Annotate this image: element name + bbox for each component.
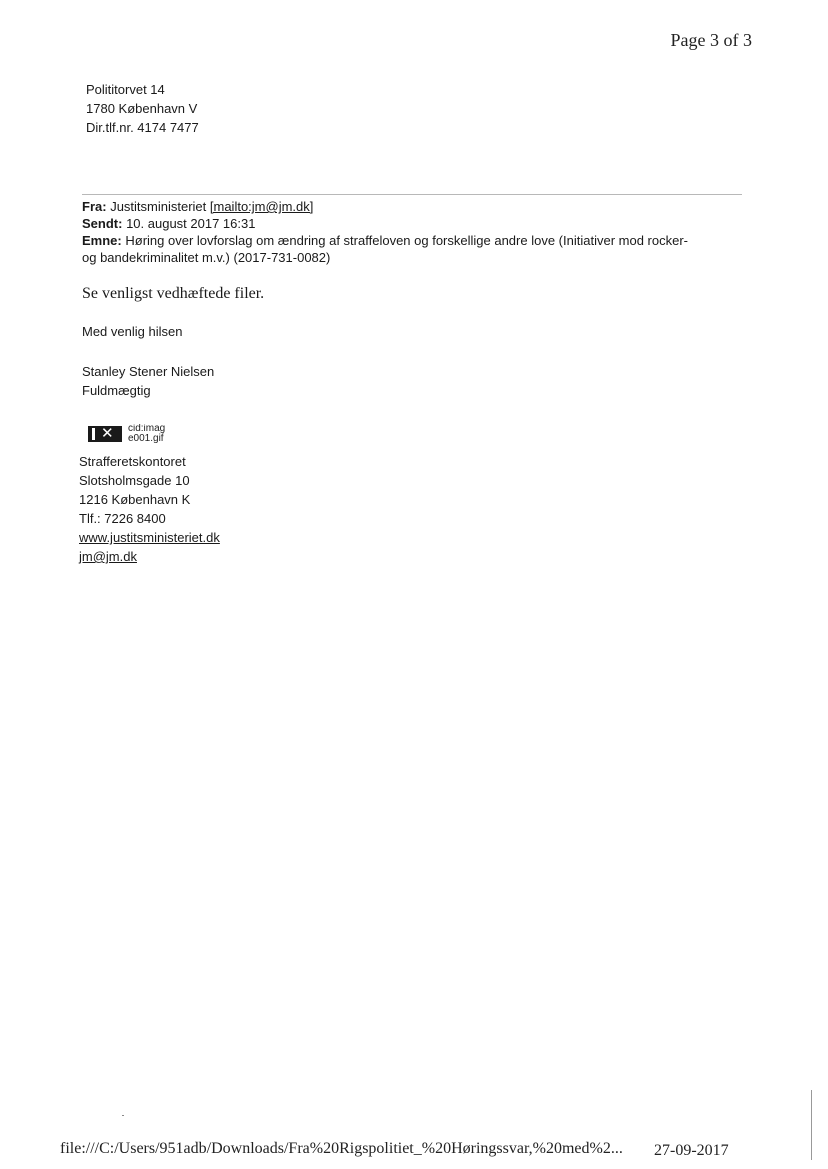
- sent-label: Sendt:: [82, 216, 123, 231]
- office-website-link[interactable]: www.justitsministeriet.dk: [79, 530, 220, 545]
- scan-edge-line: [811, 1090, 812, 1160]
- from-line: [82, 198, 688, 215]
- scan-speck: [122, 1115, 124, 1116]
- sender-phone: Dir.tlf.nr. 4174 7477: [86, 120, 199, 135]
- footer-date: 27-09-2017: [654, 1142, 729, 1159]
- sender-city: 1780 København V: [86, 101, 198, 116]
- signer-title: Fuldmægtig: [82, 383, 151, 398]
- subject-text-2: og bandekriminalitet m.v.) (2017-731-0082): [82, 250, 331, 265]
- broken-image-icon: ✕: [88, 426, 122, 442]
- greeting: Med venlig hilsen: [82, 324, 183, 339]
- sent-value: 10. august 2017 16:31: [126, 216, 256, 231]
- email-header: [82, 198, 688, 266]
- footer-file-path: file:///C:/Users/951adb/Downloads/Fra%20Rigspolitiet_%20Høringssvar,%20med%2...: [60, 1140, 623, 1157]
- office-block: [79, 452, 220, 566]
- office-city: 1216 København K: [79, 492, 191, 507]
- header-divider: [82, 194, 742, 195]
- subject-text-1: Høring over lovforslag om ændring af straffeloven og forskellige andre love (Initiativer mod rocker-: [125, 233, 688, 248]
- page-number: Page 3 of 3: [670, 30, 752, 50]
- from-value: Justitsministeriet: [110, 199, 207, 214]
- office-phone: Tlf.: 7226 8400: [79, 511, 166, 526]
- subject-line: [82, 232, 688, 249]
- sender-street: Polititorvet 14: [86, 82, 165, 97]
- image-caption: cid:imag e001.gif: [128, 424, 166, 444]
- signature: [82, 362, 214, 400]
- office-street: Slotsholmsgade 10: [79, 473, 190, 488]
- signer-name: Stanley Stener Nielsen: [82, 364, 215, 379]
- subject-label: Emne:: [82, 233, 122, 248]
- email-body: Se venligst vedhæftede filer.: [82, 285, 265, 302]
- office-name: Strafferetskontoret: [79, 454, 186, 469]
- sent-line: [82, 215, 688, 232]
- from-label: Fra:: [82, 199, 107, 214]
- from-mailto-link[interactable]: [mailto:jm@jm.dk]: [209, 199, 314, 214]
- office-email-link[interactable]: jm@jm.dk: [79, 549, 137, 564]
- sender-address: [86, 80, 199, 137]
